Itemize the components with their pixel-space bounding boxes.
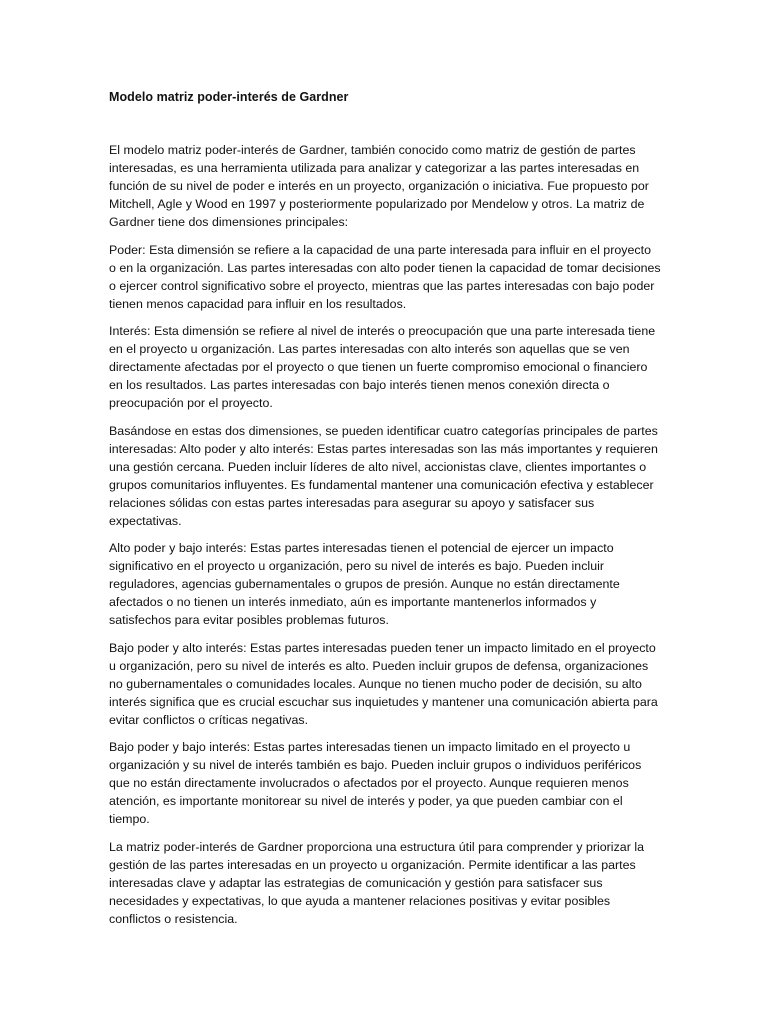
document-page — [109, 88, 661, 937]
paragraph-bajo-poder-alto-interes: Bajo poder y alto interés: Estas partes interesadas pueden tener un impacto limitado en el proyecto u organización, pero su nivel de interés es alto. Pueden incluir grupos de defensa, organizaciones no gubernamentales o comunidades locales. Aunque no tienen mucho poder de decisión, su alto interés significa que es crucial escuchar sus inquietudes y mantener una comunicación abierta para evitar conflictos o críticas negativas. — [109, 640, 658, 727]
document-title: Modelo matriz poder-interés de Gardner — [109, 90, 349, 104]
paragraph-conclusion: La matriz poder-interés de Gardner proporciona una estructura útil para comprender y priorizar la gestión de las partes interesadas en un proyecto u organización. Permite identificar a las partes interesadas clave y adaptar las estrategias de comunicación y gestión para satisfacer sus necesidades y expectativas, lo que ayuda a mantener relaciones positivas y evitar posibles conflictos o resistencia. — [109, 839, 644, 926]
paragraph-intro: El modelo matriz poder-interés de Gardner, también conocido como matriz de gestión de partes interesadas, es una herramienta utilizada para analizar y categorizar a las partes interesadas en función de su nivel de poder e interés en un proyecto, organización o iniciativa. Fue propuesto por Mitchell, Agle y Wood en 1997 y posteriormente popularizado por Mendelow y otros. La matriz de Gardner tiene dos dimensiones principales: — [109, 143, 649, 229]
document-body — [109, 141, 661, 928]
paragraph-alto-poder-bajo-interes: Alto poder y bajo interés: Estas partes interesadas tienen el potencial de ejercer un impacto significativo en el proyecto u organización, pero su nivel de interés es bajo. Pueden incluir reguladores, agencias gubernamentales o grupos de presión. Aunque no están directamente afectados o no tienen un interés inmediato, aún es importante mantenerlos informados y satisfechos para evitar posibles problemas futuros. — [109, 541, 620, 627]
paragraph-bajo-poder-bajo-interes: Bajo poder y bajo interés: Estas partes interesadas tienen un impacto limitado en el proyecto u organización y su nivel de interés también es bajo. Pueden incluir grupos o individuos periféricos que no están directamente involucrados o afectados por el proyecto. Aunque requieren menos atención, es importante monitorear su nivel de interés y poder, ya que pueden cambiar con el tiempo. — [109, 740, 642, 826]
paragraph-categorias: Basándose en estas dos dimensiones, se pueden identificar cuatro categorías principales de partes interesadas: Alto poder y alto interés: Estas partes interesadas son las más importantes y requieren una gestión cercana. Pueden incluir líderes de alto nivel, accionistas clave, clientes importantes o grupos comunitarios influyentes. Es fundamental mantener una comunicación efectiva y establecer relaciones sólidas con estas partes interesadas para asegurar su apoyo y satisfacer sus expectativas. — [109, 423, 658, 528]
paragraph-poder: Poder: Esta dimensión se refiere a la capacidad de una parte interesada para influir en el proyecto o en la organización. Las partes interesadas con alto poder tienen la capacidad de tomar decisiones o ejercer control significativo sobre el proyecto, mientras que las partes interesadas con bajo poder tienen menos capacidad para influir en los resultados. — [109, 242, 661, 311]
paragraph-interes: Interés: Esta dimensión se refiere al nivel de interés o preocupación que una parte interesada tiene en el proyecto u organización. Las partes interesadas con alto interés son aquellas que se ven directamente afectadas por el proyecto o que tienen un fuerte compromiso emocional o financiero en los resultados. Las partes interesadas con bajo interés tienen menos conexión directa o preocupación por el proyecto. — [109, 324, 656, 410]
